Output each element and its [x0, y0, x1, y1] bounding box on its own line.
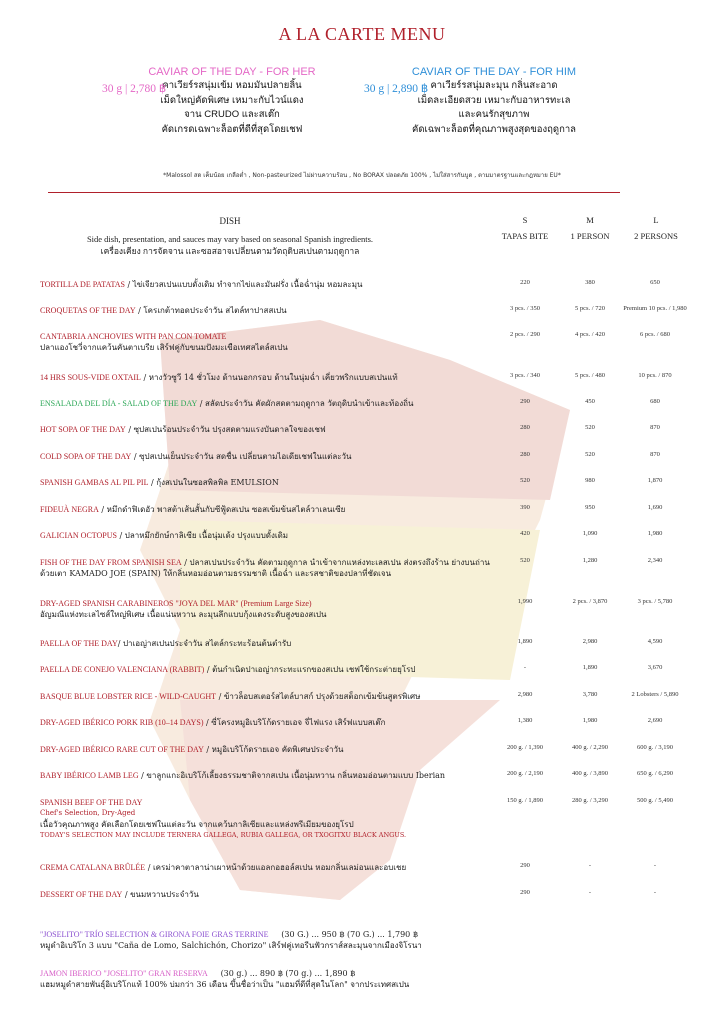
extra-item: [40, 929, 680, 951]
price-m: 980: [585, 477, 595, 484]
item-name: BABY IBÉRICO LAMB LEG: [40, 771, 139, 780]
menu-item: [40, 504, 498, 515]
price-l: 600 g. / 3,190: [637, 744, 673, 751]
price-s: 1,990: [517, 598, 533, 605]
menu-item: [40, 638, 498, 649]
item-name: FIDEUÀ NEGRA: [40, 505, 99, 514]
caviar-note: *Malossol สด เค็มน้อย เกลือต่ำ , Non-pasteurized ไม่ผ่านความร้อน , No BORAX ปลอดภัย 100% , ไม่ใส่สารกันบูด , ตามมาตรฐานและกฎหมาย EU*: [163, 172, 561, 179]
menu-item: [40, 717, 498, 728]
item-desc: / โครเกต้าทอดประจำวัน สไตล์ทาปาสสเปน: [135, 306, 287, 315]
menu-item: [40, 372, 498, 383]
price-s: 280: [520, 424, 530, 431]
item-desc: ปลาแองโชวี่จากแคว้นคันตาเบรีย เสิร์ฟคู่กับขนมปังมะเขือเทศสไตล์สเปน: [40, 343, 288, 352]
extra-name: JAMON IBERICO "JOSELITO" GRAN RESERVA: [40, 969, 208, 978]
price-s: -: [523, 664, 527, 671]
caviar-her-line: คัดเกรดเฉพาะล็อตที่ดีที่สุดโดยเชฟ: [161, 123, 303, 135]
menu-item: [40, 477, 498, 488]
price-l: 10 pcs. / 870: [638, 372, 672, 379]
caviar-her-line: เม็ดใหญ่คัดพิเศษ เหมาะกับไวน์แดง: [160, 94, 304, 106]
item-name: PAELLA DE CONEJO VALENCIANA (RABBIT): [40, 665, 205, 674]
item-name: BASQUE BLUE LOBSTER RICE - WILD-CAUGHT: [40, 692, 217, 701]
item-selection-note: TODAY'S SELECTION MAY INCLUDE TERNERA GALLEGA, RUBIA GALLEGA, OR TXOGITXU BLACK ANGUS.: [40, 831, 407, 839]
item-desc: / เครม่าคาตาลาน่าเผาหน้าด้วยแอลกอฮอล์สเปน หอมกลิ่นเลม่อนและอบเชย: [145, 863, 407, 872]
price-m: 280 g. / 3,290: [572, 797, 608, 804]
price-m: 5 pcs. / 720: [575, 305, 605, 312]
col-l-size: L: [653, 215, 659, 225]
price-s: 280: [520, 451, 530, 458]
price-l: 1,870: [647, 477, 663, 484]
item-name: DRY-AGED IBÉRICO PORK RIB (10–14 DAYS): [40, 718, 204, 727]
extra-desc: หมูดำอิเบริโก 3 แบบ "Caña de Lomo, Salchichón, Chorizo" เสิร์ฟคู่เทอรีนฟัวกราส์สละมุนจากเมืองจิโรนา: [40, 941, 422, 950]
price-m: 5 pcs. / 480: [575, 372, 605, 379]
caviar-him-line: คัดเฉพาะล็อตที่คุณภาพสูงสุดของฤดูกาล: [411, 123, 576, 135]
price-l: 2,690: [647, 717, 663, 724]
price-s: 520: [520, 477, 530, 484]
price-s: 3 pcs. / 340: [510, 372, 540, 379]
menu-item: [40, 331, 498, 353]
price-s: 150 g. / 1,890: [507, 797, 543, 804]
item-desc: / ปลาสเปนประจำวัน คัดตามฤดูกาล นำเข้าจากแหล่งทะเลสเปน ส่งตรงถึงร้าน ย่างบนถ่านด้วยเตา KAMADO JOE (SPAIN) ให้กลิ่นหอมอ่อนตามธรรมชาติ เนื้อฉ่ำ และรสชาติของปลาที่ชัดเจน: [40, 558, 490, 578]
item-name: PAELLA OF THE DAY: [40, 639, 118, 648]
extra-price: (30 g.) ... 890 ฿ (70 g.) ... 1,890 ฿: [220, 969, 356, 978]
price-l: Premium 10 pcs. / 1,980: [623, 305, 687, 312]
price-s: 3 pcs. / 350: [510, 305, 540, 312]
price-s: 2,980: [517, 691, 533, 698]
extra-item: [40, 968, 680, 990]
item-name: HOT SOPA OF THE DAY: [40, 425, 126, 434]
item-name: COLD SOPA OF THE DAY: [40, 452, 132, 461]
item-desc: / ปลาหมึกยักษ์กาลิเซีย เนื้อนุ่มเด้ง ปรุงแบบดั้งเดิม: [116, 531, 289, 540]
price-s: 520: [520, 557, 530, 564]
menu-item: [40, 862, 498, 873]
item-desc: / ปาเอญ่าสเปนประจำวัน สไตล์กระทะร้อนต้นตำรับ: [117, 639, 292, 648]
caviar-her: [102, 66, 362, 136]
item-desc: / ไข่เจียวสเปนแบบดั้งเดิม ทำจากไข่และมันฝรั่ง เนื้อฉ่ำนุ่ม หอมละมุน: [124, 280, 363, 289]
dish-heading: DISH: [219, 216, 241, 226]
caviar-her-line: จาน CRUDO และสเต๊ก: [184, 109, 280, 120]
price-s: 290: [520, 398, 530, 405]
caviar-her-heading: CAVIAR OF THE DAY - FOR HER: [148, 66, 316, 78]
menu-item: [40, 279, 498, 290]
item-desc: / ขาลูกแกะอิเบริโก้เลี้ยงธรรมชาติจากสเปน เนื้อนุ่มหวาน กลิ่นหอมอ่อนตามแบบ Iberian: [138, 771, 446, 780]
price-m: 1,890: [582, 664, 598, 671]
col-s-size: S: [522, 215, 528, 225]
item-name: 14 HRS SOUS-VIDE OXTAIL: [40, 373, 141, 382]
menu-item: [40, 664, 498, 675]
price-m: 2,980: [582, 638, 598, 645]
price-l: 1,980: [647, 530, 663, 537]
price-l: -: [653, 862, 657, 869]
caviar-him-line: เม็ดละเอียดสวย เหมาะกับอาหารทะเล: [417, 94, 571, 106]
price-m: 520: [585, 424, 595, 431]
item-desc: / กุ้งสเปนในซอสพิลพิล EMULSION: [148, 478, 279, 487]
item-desc: / ซุปสเปนเย็นประจำวัน สดชื่น เปลี่ยนตามไอเดียเชฟในแต่ละวัน: [131, 452, 352, 461]
price-m: 400 g. / 3,890: [572, 770, 608, 777]
item-name: GALICIAN OCTOPUS: [40, 531, 117, 540]
caviar-her-line: คาเวียร์รสนุ่มเข้ม หอมมันปลายลิ้น: [162, 80, 302, 91]
item-desc: เนื้อวัวคุณภาพสูง คัดเลือกโดยเชฟในแต่ละวัน จากแคว้นกาลิเซียและแหล่งพรีเมียมของยุโรป: [40, 820, 354, 829]
price-l: 4,590: [647, 638, 663, 645]
item-desc: / สลัดประจำวัน คัดผักสดตามฤดูกาล วัตถุดิบนำเข้าและท้องถิ่น: [197, 399, 414, 408]
item-name: CREMA CATALANA BRÛLÉE: [40, 863, 146, 872]
price-l: 680: [650, 398, 660, 405]
menu-item: [40, 451, 498, 462]
price-s: 1,380: [517, 717, 533, 724]
caviar-him: [364, 66, 624, 136]
caviar-him-price: 30 g | 2,890 ฿: [364, 83, 429, 95]
menu-item: [40, 889, 498, 900]
price-l: 6 pcs. / 680: [640, 331, 670, 338]
price-m: 1,090: [582, 530, 598, 537]
price-l: 2,340: [647, 557, 663, 564]
price-l: 650: [650, 279, 660, 286]
price-s: 200 g. / 2,190: [507, 770, 543, 777]
menu-item: [40, 770, 498, 781]
price-s: 2 pcs. / 290: [510, 331, 540, 338]
item-desc: / หมึกดำฟิเดอัว พาสต้าเส้นสั้นกับซีฟู้ดสเปน ซอสเข้มข้นสไตล์วาเลนเซีย: [98, 505, 346, 514]
item-name: DRY-AGED IBÉRICO RARE CUT OF THE DAY: [40, 745, 204, 754]
col-header-l: [622, 212, 690, 244]
item-name: FISH OF THE DAY FROM SPANISH SEA: [40, 558, 182, 567]
menu-item: [40, 424, 498, 435]
item-desc: / ขนมหวานประจำวัน: [122, 890, 199, 899]
price-s: 290: [520, 889, 530, 896]
price-m: 450: [585, 398, 595, 405]
menu-item: [40, 797, 498, 841]
item-name: DRY-AGED SPANISH CARABINEROS "JOYA DEL MAR" (Premium Large Size): [40, 599, 312, 608]
item-name: SPANISH BEEF OF THE DAY: [40, 798, 143, 807]
col-header-m: [560, 212, 620, 244]
item-name: ENSALADA DEL DÍA - SALAD OF THE DAY: [40, 399, 198, 408]
price-l: 3 pcs. / 5,780: [637, 598, 673, 605]
price-m: 380: [585, 279, 595, 286]
price-s: 420: [520, 530, 530, 537]
dish-note-en: Side dish, presentation, and sauces may vary based on seasonal Spanish ingredients.: [86, 234, 374, 244]
col-m-size: M: [586, 215, 594, 225]
item-desc: / ข้าวล็อบสเตอร์สไตล์บาสก์ ปรุงด้วยสต็อกเข้มข้นสูตรพิเศษ: [216, 692, 421, 701]
price-l: 870: [650, 424, 660, 431]
item-desc: / หมูอิเบริโก้ดรายเอจ คัดพิเศษประจำวัน: [203, 745, 344, 754]
price-m: 520: [585, 451, 595, 458]
price-l: 1,690: [647, 504, 663, 511]
col-s-label: TAPAS BITE: [501, 231, 549, 241]
page-title: A LA CARTE MENU: [278, 24, 446, 44]
price-l: 500 g. / 5,490: [637, 797, 673, 804]
extra-name: "JOSELITO" TRÍO SELECTION & GIRONA FOIE GRAS TERRINE: [40, 930, 269, 939]
caviar-him-line: คาเวียร์รสนุ่มละมุน กลิ่นสะอาด: [430, 80, 558, 91]
price-s: 290: [520, 862, 530, 869]
col-l-label: 2 PERSONS: [634, 231, 678, 241]
price-s: 200 g. / 1,390: [507, 744, 543, 751]
price-s: 390: [520, 504, 530, 511]
item-subtitle: Chef's Selection, Dry-Aged: [40, 809, 136, 817]
item-name: DESSERT OF THE DAY: [40, 890, 123, 899]
price-m: 1,980: [582, 717, 598, 724]
menu-item: [40, 530, 498, 541]
price-s: 220: [520, 279, 530, 286]
item-name: SPANISH GAMBAS AL PIL PIL: [40, 478, 149, 487]
item-name: TORTILLA DE PATATAS: [40, 280, 125, 289]
price-m: -: [588, 889, 592, 896]
caviar-him-heading: CAVIAR OF THE DAY - FOR HIM: [411, 66, 577, 78]
item-desc: / ต้นกำเนิดปาเอญ่ากระทะแรกของสเปน เชฟใช้กระต่ายยุโรป: [204, 665, 416, 674]
item-desc: อัญมณีแห่งทะเลไซส์ใหญ่พิเศษ เนื้อแน่นหวาน ละมุนลึกแบบกุ้งแดงระดับสูงของสเปน: [40, 610, 327, 619]
menu-item: [40, 398, 498, 409]
price-l: -: [653, 889, 657, 896]
price-m: 1,280: [582, 557, 598, 564]
item-name: CANTABRIA ANCHOVIES WITH PAN CON TOMATE: [40, 332, 227, 341]
price-m: 2 pcs. / 3,870: [572, 598, 608, 605]
price-l: 3,670: [647, 664, 663, 671]
menu-item: [40, 305, 498, 316]
dish-header: [40, 216, 420, 257]
item-desc: / ซุปสเปนร้อนประจำวัน ปรุงสดตามแรงบันดาลใจของเชฟ: [125, 425, 326, 434]
menu-item: [40, 691, 498, 702]
col-m-label: 1 PERSON: [570, 231, 610, 241]
caviar-him-line: และคนรักสุขภาพ: [458, 109, 530, 120]
price-m: 4 pcs. / 420: [575, 331, 605, 338]
menu-item: [40, 744, 498, 755]
item-name: CROQUETAS OF THE DAY: [40, 306, 136, 315]
col-header-s: [490, 212, 560, 244]
menu-item: [40, 557, 498, 579]
extra-price: (30 G.) ... 950 ฿ (70 G.) ... 1,790 ฿: [281, 930, 418, 939]
extra-desc: แฮมหมูดำสายพันธุ์อิเบริโกแท้ 100% บ่มกว่า 36 เดือน ขึ้นชื่อว่าเป็น "แฮมที่ดีที่สุดในโลก" จากประเทศสเปน: [40, 980, 410, 989]
price-l: 650 g. / 6,290: [637, 770, 673, 777]
price-l: 870: [650, 451, 660, 458]
item-desc: / หางวัวซูวี 14 ชั่วโมง ด้านนอกกรอบ ด้านในนุ่มฉ่ำ เคี่ยวพริกแบบสเปนแท้: [140, 373, 398, 382]
menu-item: [40, 598, 498, 620]
divider: [48, 192, 620, 193]
price-m: -: [588, 862, 592, 869]
price-m: 3,780: [582, 691, 598, 698]
price-l: 2 Lobsters / 5,890: [631, 691, 679, 698]
price-m: 400 g. / 2,290: [572, 744, 608, 751]
caviar-her-price: 30 g | 2,780 ฿: [102, 83, 167, 95]
price-s: 1,890: [517, 638, 533, 645]
item-desc: / ซี่โครงหมูอิเบริโก้ดรายเอจ จี่ไฟแรง เสิร์ฟแบบสเต๊ก: [203, 718, 386, 727]
dish-note-th: เครื่องเคียง การจัดจาน และซอสอาจเปลี่ยนตามวัตถุดิบสเปนตามฤดูกาล: [100, 246, 360, 256]
price-m: 950: [585, 504, 595, 511]
